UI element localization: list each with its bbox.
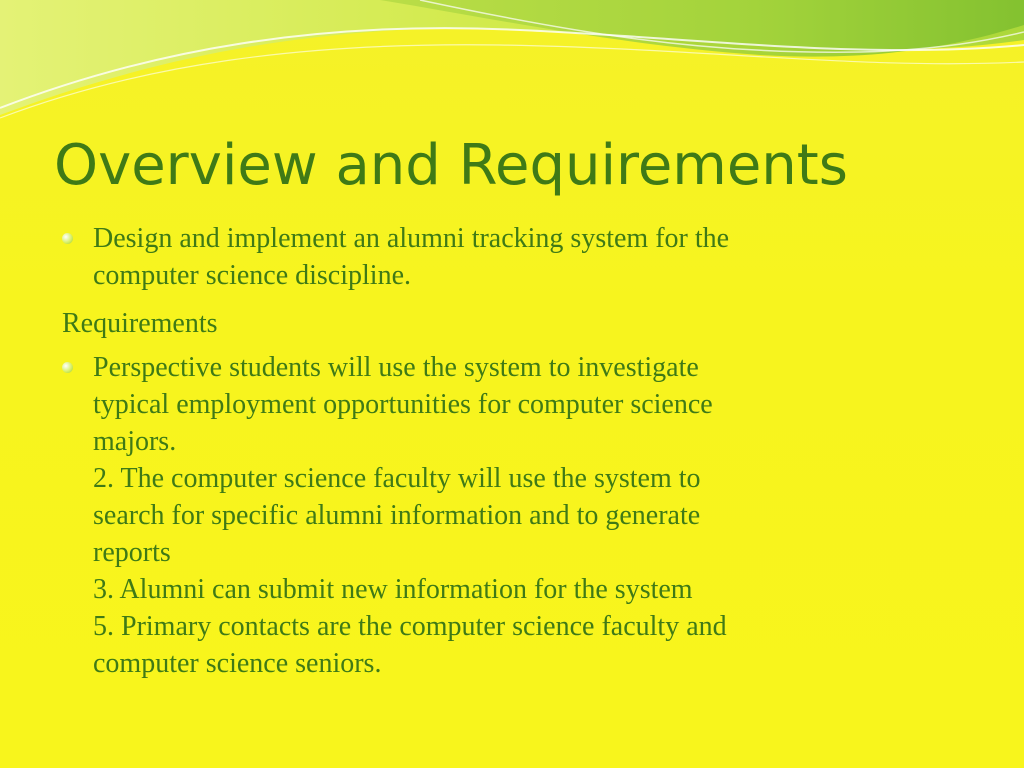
bullet-item-requirements: [62, 349, 962, 682]
requirements-heading: Requirements: [62, 308, 218, 339]
green-dot-bullet-icon: [62, 233, 73, 244]
text-line: typical employment opportunities for computer science: [93, 389, 713, 420]
text-line: Design and implement an alumni tracking system for the: [93, 223, 730, 254]
text-line: 3. Alumni can submit new information for the system: [93, 574, 693, 605]
text-line: 2. The computer science faculty will use the system to: [93, 463, 701, 494]
text-line: 5. Primary contacts are the computer science faculty and: [93, 611, 727, 642]
text-line: reports: [93, 537, 171, 568]
bullet-item-overview: [62, 220, 962, 294]
green-dot-bullet-icon: [62, 362, 73, 373]
text-line: computer science seniors.: [93, 648, 382, 679]
text-line: search for specific alumni information and to generate: [93, 500, 701, 531]
text-line: majors.: [93, 426, 177, 457]
text-line: computer science discipline.: [93, 260, 411, 291]
decorative-swoosh: [0, 0, 1024, 140]
slide-body: [62, 220, 962, 682]
text-line: Perspective students will use the system to investigate: [93, 352, 699, 383]
slide-title: Overview and Requirements: [54, 133, 848, 198]
